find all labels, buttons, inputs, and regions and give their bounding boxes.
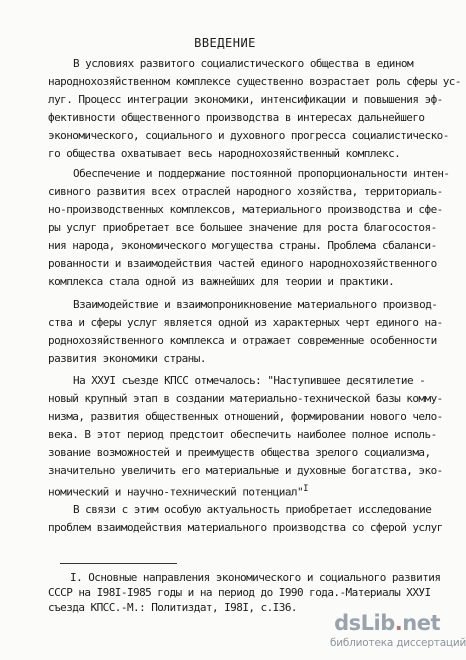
dslib-logo: [330, 611, 440, 635]
body-line: значительно увеличить его материальные и духовные богатства, эко-: [48, 464, 443, 477]
body-line: века. В этот период предстоит обеспечить наиболее полное исполь-: [48, 428, 437, 441]
body-line: В связи с этим особую актуальность приобретает исследование: [73, 503, 432, 516]
body-line-with-footnote: [48, 482, 308, 500]
body-line: Обеспечение и поддержание постоянной пропорциональности интен-: [73, 167, 450, 180]
body-line: новый крупный этап в создании материально-технической базы комму-: [48, 392, 443, 405]
logo-dot: .: [394, 611, 403, 635]
footnote-line: СССР на I98I-I985 годы и на период до I990 года.-Материалы ХХУI: [48, 586, 431, 599]
footnote-line: съезда КПСС.-М.: Политиздат, I98I, с.I36.: [48, 601, 297, 614]
body-line: роднохозяйственного комплекса и отражает современные особенности: [48, 334, 437, 347]
body-line: ния народа, экономического могущества страны. Проблема сбаланси-: [48, 239, 437, 252]
body-line: низма, развития общественных отношений, формировании нового чело-: [48, 410, 443, 423]
body-line: В условиях развитого социалистического общества в едином: [73, 57, 414, 70]
body-line: зование возможностей и преимуществ общества зрелого социализма,: [48, 446, 431, 459]
logo-tld: net: [402, 611, 440, 635]
body-line: развития экономики страны.: [48, 352, 206, 365]
body-line: экономического, социального и духовного прогресса социалистическо-: [48, 129, 449, 142]
body-line: Взаимодействие и взаимопроникновение материального производ-: [73, 298, 438, 311]
body-line: проблем взаимодействия материального производства со сферой услуг: [48, 521, 443, 534]
body-line: комплекса стала одной из важнейших для теории и практики.: [48, 275, 395, 288]
body-line: народнохозяйственном комплексе существенно возрастает роль сферы ус-: [48, 75, 461, 88]
body-line: го общества охватывает весь народнохозяйственный комплекс.: [48, 147, 401, 160]
page-title: ВВЕДЕНИЕ: [194, 36, 256, 50]
body-line: фективности общественного производства в интересах дальнейшего: [48, 111, 425, 124]
body-line-text: номический и научно-технический потенциал": [48, 485, 304, 499]
logo-text: dsLib: [334, 611, 395, 635]
body-line: На ХХУI съезде КПСС отмечалось: "Наступившее десятилетие -: [73, 374, 426, 387]
body-line: ры услуг приобретает все большее значение для роста благосостоя-: [48, 221, 437, 234]
body-line: рованности и взаимодействия частей единого народнохозяйственного: [48, 257, 437, 270]
body-line: но-производственных комплексов, материального производства и сфе-: [48, 203, 443, 216]
footnote-line: I. Основные направления экономического и социального развития: [70, 571, 441, 584]
body-line: луг. Процесс интеграции экономики, интенсификации и повышения эф-: [48, 93, 443, 106]
footnote-divider: [60, 563, 177, 564]
footnote-marker: I: [303, 484, 308, 494]
watermark-subtitle: библиотека диссертаций: [330, 637, 466, 649]
body-line: сивного развития всех отраслей народного хозяйства, территориаль-: [48, 185, 443, 198]
body-line: ства и сферы услуг является одной из характерных черт единого на-: [48, 316, 443, 329]
dslib-watermark: [330, 611, 466, 655]
